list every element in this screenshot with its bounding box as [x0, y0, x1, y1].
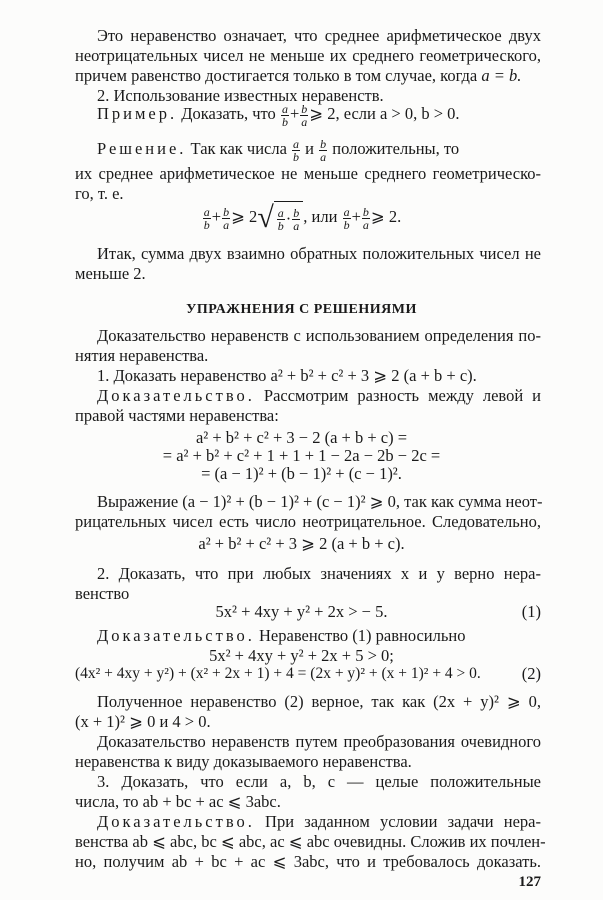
text-line: правой частями неравенства:: [75, 406, 279, 425]
text-line: (x + 1)² ⩾ 0 и 4 > 0.: [75, 712, 211, 731]
text-line: 2. Использование известных неравенств.: [97, 86, 384, 105]
text-line: Доказательство неравенств с использованием определения по-: [97, 326, 541, 345]
text-line: Доказательство. При заданном условии задачи нера-: [97, 812, 541, 831]
fraction: $\frac{b}{a}$: [320, 136, 327, 164]
text-line: Это неравенство означает, что среднее арифметическое двух: [97, 26, 541, 45]
text-line: венство: [75, 584, 130, 603]
text-line: Доказательство неравенств путем преобразования очевидного: [97, 732, 541, 751]
text-line: но, получим ab + bc + ac ⩽ 3abc, что и требовалось доказать.: [75, 852, 541, 871]
equation-number: (1): [521, 602, 541, 621]
fraction: $\frac{b}{a}$: [301, 101, 308, 129]
fraction: $\frac{a}{b}$: [293, 136, 300, 164]
equation: a² + b² + c² + 3 − 2 (a + b + c) =: [195, 428, 407, 447]
text-line: причем равенство достигается только в том случае, когда a = b.: [75, 66, 522, 85]
equation: = a² + b² + c² + 1 + 1 + 1 − 2a − 2b − 2c =: [162, 446, 441, 465]
equation: = (a − 1)² + (b − 1)² + (c − 1)².: [201, 464, 402, 483]
text-line: 2. Доказать, что при любых значениях x и y верно нера-: [97, 564, 541, 583]
text-line: числа, то ab + bc + ac ⩽ 3abc.: [75, 792, 281, 811]
text-line: нятия неравенства.: [75, 346, 209, 365]
equation: (4x² + 4xy + y²) + (x² + 2x + 1) + 4 = (2x + y)² + (x + 1)² + 4 > 0.: [75, 665, 481, 682]
equation-number: (2): [521, 664, 541, 683]
text-line: 1. Доказать неравенство a² + b² + c² + 3 ⩾ 2 (a + b + c).: [97, 366, 477, 385]
equation: a² + b² + c² + 3 ⩾ 2 (a + b + c).: [198, 534, 405, 553]
solution-line: Решение. Так как числа $\frac{a}{b}$ и $\frac{b}{a}$ положительны, то: [97, 136, 460, 164]
text-line: венства ab ⩽ abc, bc ⩽ abc, ac ⩽ abc очевидны. Сложив их почлен-: [75, 832, 546, 851]
text-line: Полученное неравенство (2) верное, так как (2x + y)² ⩾ 0,: [97, 692, 541, 711]
text-line: их среднее арифметическое не меньше среднего геометрическо-: [75, 164, 541, 183]
text-line: 3. Доказать, что если a, b, c — целые положительные: [97, 772, 541, 791]
equation: $\frac{a}{b}$ + $\frac{b}{a}$ ⩾ 2√ $\frac{a}{b}$ · $\frac{b}{a}$ , или $\frac{a}{b}$ + $\frac{b}{a}$ ⩾ 2.: [203, 201, 402, 235]
example-line: Пример. Доказать, что $\frac{a}{b}$ + $\frac{b}{a}$ ⩾ 2, если a > 0, b > 0.: [97, 101, 460, 129]
fraction: $\frac{a}{b}$: [281, 101, 288, 129]
equation: 5x² + 4xy + y² + 2x > − 5.: [215, 602, 388, 621]
text-line: Выражение (a − 1)² + (b − 1)² + (c − 1)² ⩾ 0, так как сумма неот-: [97, 492, 543, 511]
text-line: неотрицательных чисел не меньше их среднего геометрического,: [75, 46, 541, 65]
text-line: меньше 2.: [75, 264, 146, 283]
text-line: Доказательство. Рассмотрим разность между левой и: [97, 386, 542, 405]
text-line: неравенства к виду доказываемого неравенства.: [75, 752, 412, 771]
equation: 5x² + 4xy + y² + 2x + 5 > 0;: [209, 646, 394, 665]
page-number: 127: [518, 874, 541, 890]
text-line: го, т. е.: [75, 184, 124, 203]
section-heading: УПРАЖНЕНИЯ С РЕШЕНИЯМИ: [186, 302, 417, 317]
text-line: Итак, сумма двух взаимно обратных положительных чисел не: [97, 244, 541, 263]
text-line: Доказательство. Неравенство (1) равносильно: [97, 626, 466, 645]
text-line: рицательных чисел есть число неотрицательное. Следовательно,: [75, 512, 541, 531]
